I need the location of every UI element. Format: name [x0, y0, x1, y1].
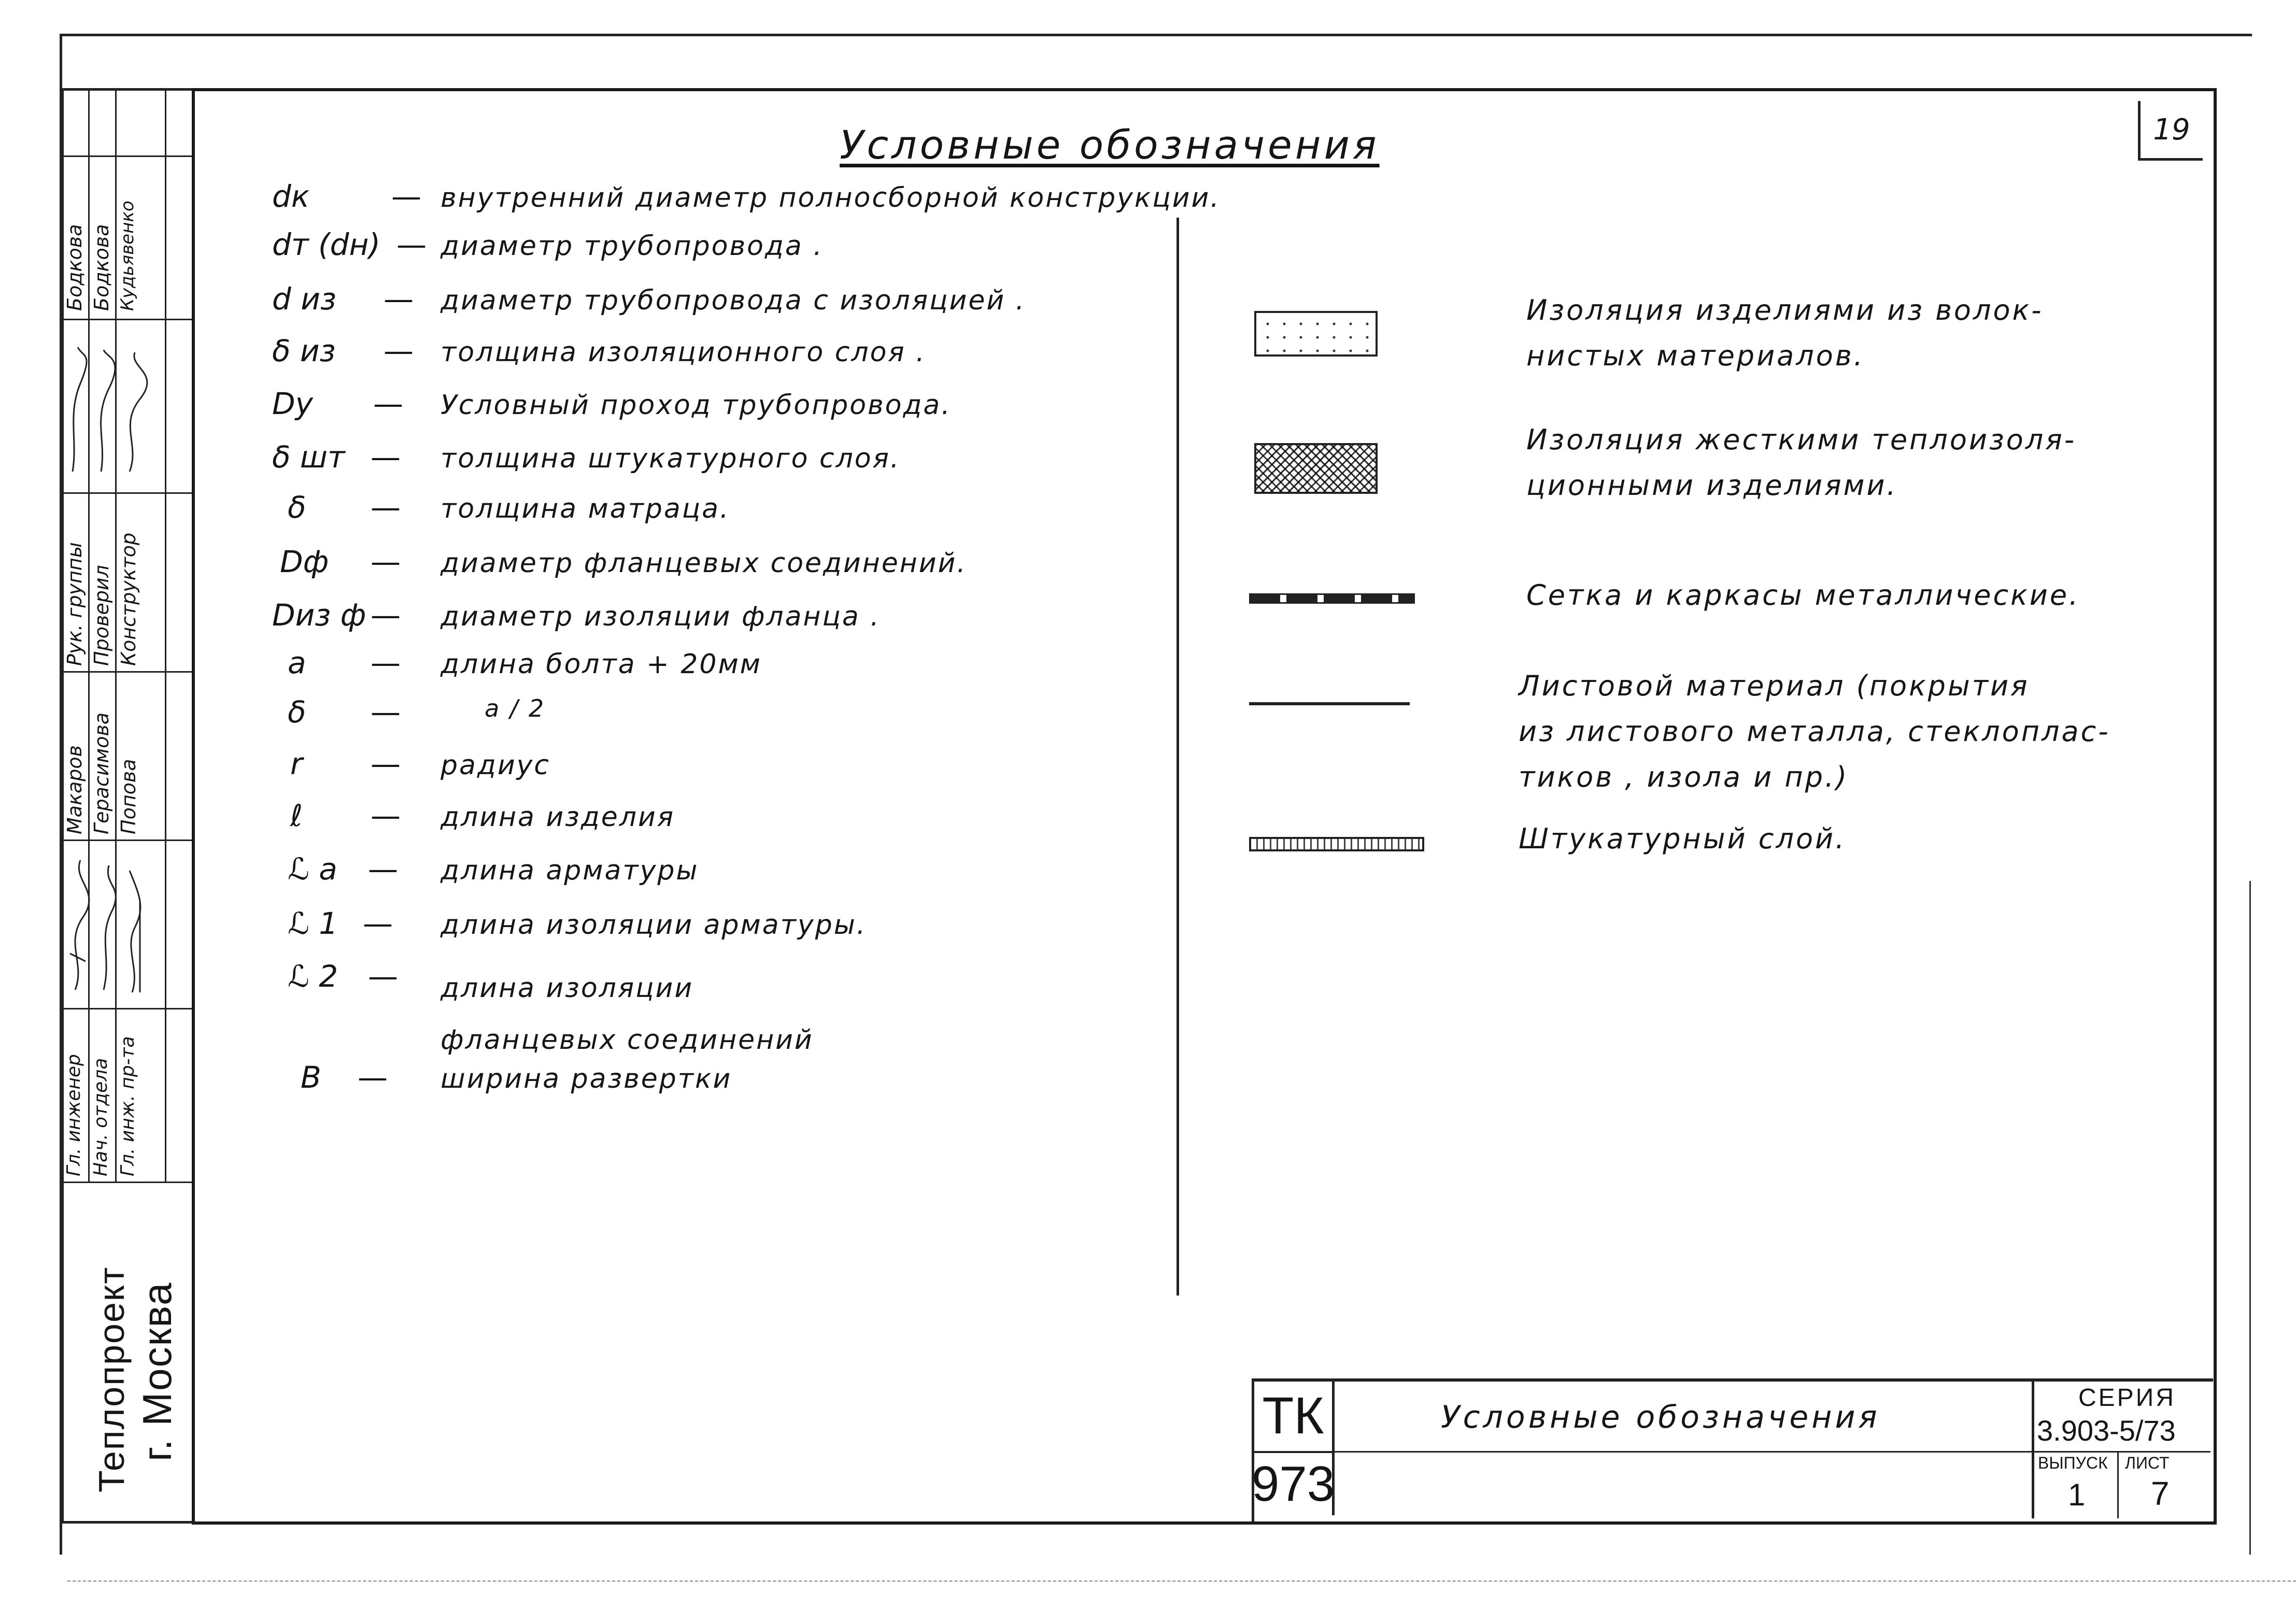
dash: — [371, 544, 401, 579]
strip-name: Макаров [63, 745, 86, 834]
scan-edge-line [2249, 881, 2251, 1555]
symbol: B [301, 1060, 321, 1095]
dash: — [368, 851, 398, 887]
symbol-description: Условный проход трубопровода. [441, 390, 952, 421]
fibrous-insulation-swatch [1254, 311, 1378, 357]
issue-value: 1 [2068, 1477, 2086, 1512]
legend-label: тиков , изола и пр.) [1519, 761, 1849, 793]
strip-name: Попова [117, 759, 140, 834]
symbol: d из [272, 281, 336, 317]
issue-label: ВЫПУСК [2038, 1454, 2108, 1472]
symbol-description: диаметр фланцевых соединений. [441, 548, 967, 579]
symbol: ℒ 2 [288, 959, 338, 994]
symbol: dт (dн) [272, 227, 381, 262]
symbol-description: внутренний диаметр полносборной конструкции. [441, 182, 1221, 214]
series-label: СЕРИЯ [2078, 1384, 2176, 1412]
series-value: 3.903-5/73 [2037, 1414, 2176, 1447]
symbol-description: толщина изоляционного слоя . [441, 337, 926, 368]
title-block-line [2034, 1451, 2210, 1453]
dash: — [371, 798, 401, 833]
plaster-layer-swatch [1249, 837, 1424, 851]
legend-label: ционными изделиями. [1526, 469, 1898, 502]
symbol-description: диаметр изоляции фланца . [441, 601, 881, 632]
legend-label: Штукатурный слой. [1519, 822, 1847, 855]
strip-name: Кудьявенко [117, 201, 138, 311]
strip-role: Рук. группы [63, 542, 86, 666]
legend-label: Изоляция изделиями из волок- [1526, 294, 2044, 326]
symbol-description: длина изоляции арматуры. [441, 909, 867, 941]
strip-column-line [115, 88, 117, 1182]
symbol-description: длина изделия [441, 802, 675, 833]
symbol-description: длина болта + 20мм [441, 649, 762, 680]
dash: — [358, 1060, 388, 1095]
page-number: 19 [2138, 101, 2203, 161]
signature-scribble [62, 337, 166, 482]
sheet-label: ЛИСТ [2125, 1454, 2170, 1472]
symbol-description: a / 2 [485, 694, 546, 722]
legend-label: Листовой материал (покрытия [1519, 670, 2030, 702]
dash: — [371, 490, 401, 525]
strip-row-line [61, 155, 192, 157]
strip-column-line [88, 88, 90, 1182]
strip-row-line [61, 1008, 192, 1009]
drawing-number: 973 [1254, 1451, 1335, 1515]
strip-row-line [61, 840, 192, 841]
strip-row-line [61, 492, 192, 494]
symbol: Dф [280, 544, 329, 579]
dash: — [384, 333, 414, 368]
symbol: δ шт [272, 439, 345, 475]
title-block-title: Условные обозначения [1441, 1399, 1880, 1435]
strip-row-line [61, 671, 192, 673]
dash: — [371, 645, 401, 680]
symbol: Dиз ф [272, 597, 366, 633]
organization-name: Теплопроект [91, 1266, 132, 1492]
strip-role: Конструктор [117, 532, 140, 666]
dash: — [371, 439, 401, 475]
symbol: ℓ [290, 798, 303, 833]
strip-name: Бодкова [90, 224, 113, 311]
symbol: a [288, 645, 306, 680]
dash: — [371, 746, 401, 781]
symbol: ℒ a [288, 851, 337, 887]
symbol: ℒ 1 [288, 906, 338, 941]
symbol-description: толщина штукатурного слоя. [441, 443, 901, 474]
sheet-value: 7 [2151, 1475, 2170, 1512]
dash: — [363, 906, 393, 941]
strip-role: Проверил [90, 565, 113, 666]
strip-name: Герасимова [90, 712, 113, 834]
page-title: Условные обозначения [840, 122, 1380, 168]
symbol-description: диаметр трубопровода с изоляцией . [441, 285, 1026, 316]
rigid-insulation-swatch [1254, 443, 1378, 494]
symbol: δ [288, 490, 306, 525]
title-block-line [1332, 1451, 2032, 1453]
symbol-description: толщина матраца. [441, 493, 730, 524]
title-block-line [2117, 1451, 2119, 1518]
dash: — [373, 386, 403, 421]
drawing-code: ТК [1254, 1381, 1335, 1451]
dash: — [384, 281, 414, 317]
strip-role: Гл. инж. пр-та [117, 1036, 138, 1176]
legend-label: из листового металла, стеклоплас- [1519, 715, 2110, 748]
symbol-description: радиус [441, 750, 550, 781]
symbol-description: диаметр трубопровода . [441, 231, 824, 262]
symbol-description: ширина развертки [441, 1063, 732, 1094]
dash: — [396, 227, 427, 262]
legend-label: Сетка и каркасы металлические. [1526, 579, 2080, 611]
scan-edge-line [67, 1581, 2296, 1582]
strip-column-line [165, 88, 166, 1182]
strip-row-line [61, 1182, 192, 1183]
strip-role: Нач. отдела [90, 1058, 111, 1176]
legend-label: Изоляция жесткими теплоизоля- [1526, 423, 2077, 456]
metal-mesh-swatch [1249, 593, 1415, 604]
strip-row-line [61, 319, 192, 320]
strip-name: Бодкова [63, 224, 86, 311]
signature-scribble [62, 850, 166, 1000]
symbol: δ из [272, 333, 336, 368]
symbol: dк [272, 179, 309, 214]
symbol: Dу [272, 386, 313, 421]
legend-label: нистых материалов. [1526, 339, 1865, 372]
dash: — [368, 959, 398, 994]
dash: — [371, 694, 401, 730]
symbol-description: длина изоляции фланцевых соединений [441, 973, 814, 1056]
symbol: r [290, 746, 303, 781]
symbol-description: длина арматуры [441, 855, 699, 886]
organization-city: г. Москва [134, 1282, 180, 1461]
sheet-material-swatch [1249, 702, 1410, 705]
strip-role: Гл. инженер [63, 1054, 84, 1176]
column-divider [1177, 218, 1179, 1296]
dash: — [371, 597, 401, 633]
symbol: δ [288, 694, 306, 730]
dash: — [391, 179, 421, 214]
